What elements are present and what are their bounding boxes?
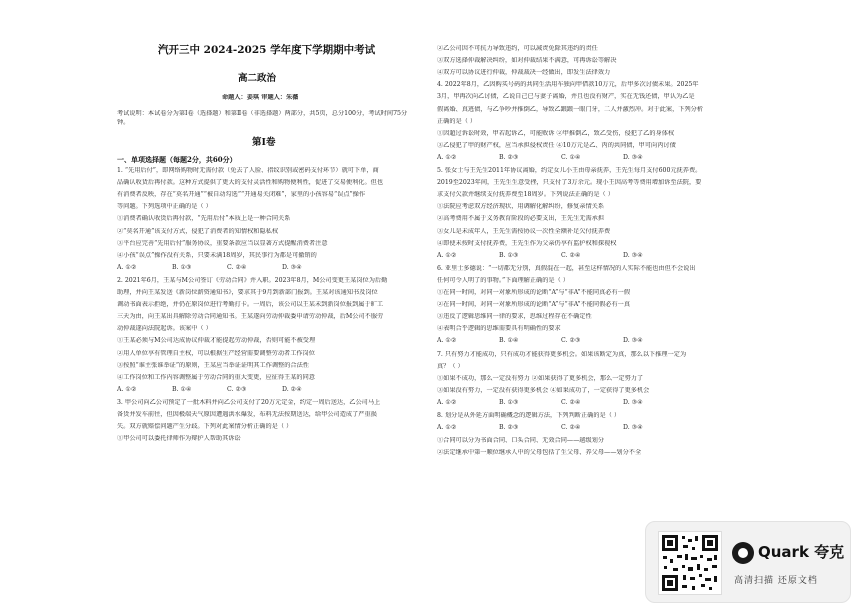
answer-option: B. ①④ bbox=[499, 337, 519, 345]
qr-code bbox=[658, 531, 722, 595]
right-line: 正确的是（ ） bbox=[437, 117, 477, 125]
right-line: ④表明合乎逻辑的思维需要具有明确性的要求 bbox=[437, 325, 561, 333]
left-line: 1. “先用后付”，即网络购物时无需付款（免去了人脸、指纹识别或密码支付环节）就可下单，商 bbox=[117, 167, 379, 174]
answer-option: D. ③④ bbox=[282, 263, 302, 271]
left-line: 调动书面表示拒绝，并仍在原岗位进行考勤打卡。一周后，该公司以王某未到新岗位报到属于旷工 bbox=[117, 301, 384, 309]
left-line: ①消费者确认收货后再付款，“先用后付”本质上是一种合同关系 bbox=[117, 215, 291, 223]
right-line: 假离婚、真逃债，与乙争吵并推倒乙，导致乙踉踉一眼门牙，二人并激烈冲。对于此案，下列分析 bbox=[437, 105, 704, 113]
right-line: ③乙侵犯了甲的财产权，应当承担侵权责任 ④10万元是乙、丙的共同债，甲可向丙讨债 bbox=[437, 141, 676, 149]
left-line: 失。双方就赔偿问题产生分歧。下列对此案情分析正确的是（ ） bbox=[117, 423, 293, 431]
answer-option: B. ②③ bbox=[499, 424, 519, 432]
answer-option: B. ②③ bbox=[499, 153, 519, 161]
answer-option: B. ①③ bbox=[499, 398, 519, 406]
left-line: ③按照“谁主张谁举证”的原则，王某应当举证证明其工作调整的合法性 bbox=[117, 361, 309, 369]
right-line: ①合同可以分为书面合同、口头合同、无效合同——越级划分 bbox=[437, 437, 605, 445]
answer-option: B. ①③ bbox=[172, 263, 192, 271]
answer-option: A. ①② bbox=[117, 263, 137, 271]
answer-option: C. ②③ bbox=[227, 385, 247, 393]
quark-hint: 高清扫描 还原文档 bbox=[734, 576, 818, 586]
answer-options bbox=[437, 252, 683, 260]
answer-option: D. ②④ bbox=[282, 385, 302, 393]
right-line: 8. 划分是从外延方面明确概念的逻辑方法，下列判断正确的是（ ） bbox=[437, 412, 621, 419]
answer-option: D. ③④ bbox=[623, 153, 643, 161]
left-line: ②“莫名开通”该支付方式，侵犯了消费者的知情权和隐私权 bbox=[117, 227, 279, 235]
right-line: 7. 只有努力才能成功，只有成功才能获得更多机会。如果该断定为真，那么以下推理一定为 bbox=[437, 350, 687, 358]
answer-option: A. ①② bbox=[437, 398, 457, 406]
quark-logo-icon bbox=[732, 542, 754, 564]
authors-line: 命题人：姜琪 审题人：朱薇 bbox=[222, 94, 299, 101]
answer-option: D. ③④ bbox=[623, 251, 643, 259]
right-line: ②乙公司因不可抗力导致违约，可以减责免除其违约的责任 bbox=[437, 45, 598, 52]
right-line: ②高考费用不属于义务教育阶段的必要支出，王先生无需承担 bbox=[437, 215, 605, 223]
left-line: 动仲裁遂向法院起诉。该案中（ ） bbox=[117, 325, 212, 333]
left-line: 等问题。下列选项中正确的是（ ） bbox=[117, 203, 212, 211]
answer-option: A. ①② bbox=[437, 251, 457, 259]
left-line: 三天为由，向王某出具解除劳动合同通知书。王某遂向劳动仲裁委申请劳动仲裁，后M公司不服劳 bbox=[117, 313, 384, 321]
answer-option: C. ②④ bbox=[561, 424, 581, 432]
answer-option: C. ②③ bbox=[561, 337, 581, 345]
answer-option: C. ②④ bbox=[561, 398, 581, 406]
section-title: 一、单项选择题（每题2分，共60分） bbox=[117, 155, 237, 164]
right-line: 4. 2022年8月，乙因购买号码的共同生活用车独向甲借款10万元，后甲多次讨债未果。2025年 bbox=[437, 81, 699, 89]
right-line: 5. 张女士与王先生2011年协议离婚，约定女儿小王由母亲抚养，王先生每月支付600元抚养费。 bbox=[437, 167, 702, 174]
left-line: ①甲公司可以委托律师作为辩护人帮助其诉讼 bbox=[117, 435, 241, 443]
right-line: 2019至2023年间，王先生生意受挫，只支付了3万余元。现小王因高考等费用增加诉至法院，要 bbox=[437, 179, 702, 187]
right-line: ④即使未按时支付抚养费，王先生作为父亲仍享有监护权和探视权 bbox=[437, 239, 617, 247]
instructions-line-2: 钟。 bbox=[117, 119, 130, 126]
subject-title: 高二政治 bbox=[238, 73, 277, 84]
right-line: 真？（ ） bbox=[437, 362, 464, 370]
answer-options bbox=[437, 424, 683, 432]
right-line: ③双方选择仲裁解决纠纷，如对仲裁结果不满意，可再诉讼等解决 bbox=[437, 57, 617, 65]
answer-option: A. ①② bbox=[437, 337, 457, 345]
right-line: ①如果不成功，那么一定没有努力 ②如果获得了更多机会，那么一定努力了 bbox=[437, 374, 644, 382]
answer-option: C. ②④ bbox=[227, 263, 247, 271]
left-line: ④小孩“误点”操作没有关系，只要未满18周岁，其民事行为都是可撤销的 bbox=[117, 251, 317, 259]
right-line: 6. 亚里士多德说：“一切都无分别，真假混在一起，甚至这样情况的人实际不能也由但不会说出 bbox=[437, 264, 696, 272]
answer-options bbox=[437, 337, 683, 345]
left-line: 品确认收货后再付款。这种方式提供了更大的支付灵活性和购物便利性，促进了交易便利化。但也 bbox=[117, 179, 384, 187]
left-line: ③平台应完善“先用后付”服务协议，重要条款应当以显著方式提醒消费者注意 bbox=[117, 239, 328, 247]
left-line: ②用人单位享有管理自主权，可以根据生产经营需要调整劳动者工作岗位 bbox=[117, 349, 315, 357]
left-line: 有消费者反映，存在“莫名开通”“被自动勾选”“开通易关闭难”，家里的小孩容易“误点”操作 bbox=[117, 191, 366, 199]
right-line: ③女儿是未成年人，王先生需按协议一次性全额补足欠付抚养费 bbox=[437, 227, 611, 235]
right-line: ④双方可以协议进行仲裁，仲裁裁决一经做出，即发生法律效力 bbox=[437, 69, 611, 77]
right-line: 3月，甲再次向乙讨债，乙说自己已与妻子离婚，并且也没有财产，实在无钱还债，甲认为乙是 bbox=[437, 93, 695, 101]
answer-option: B. ①③ bbox=[499, 251, 519, 259]
answer-options bbox=[117, 264, 332, 272]
quark-watermark bbox=[645, 521, 851, 603]
answer-options bbox=[437, 399, 683, 407]
left-line: ④工作岗位和工作内容调整属于劳动合同的重大变更，应征得王某的同意 bbox=[117, 373, 315, 381]
answer-option: A. ①② bbox=[117, 385, 137, 393]
answer-option: D. ③④ bbox=[623, 337, 643, 345]
right-line: ②法定继承中第一顺位继承人中的父母包括了生父母、养父母——划分不全 bbox=[437, 449, 642, 457]
part-title: 第Ⅰ卷 bbox=[252, 137, 276, 148]
left-line: 3. 甲公司向乙公司预定了一批木料并向乙公司支付了20万元定金，约定一周后送达，乙公司马上 bbox=[117, 398, 381, 406]
answer-option: D. ③④ bbox=[623, 424, 643, 432]
left-line: ①王某必须与M公司达成协议仲裁才能提起劳动仲裁，否则可能不被受理 bbox=[117, 337, 316, 345]
answer-option: C. ①④ bbox=[561, 153, 581, 161]
right-line: 求支付欠款并继续支付抚养费至18周岁。下列说法正确的是（ ） bbox=[437, 191, 614, 199]
instructions-line-1: 考试说明：本试卷分为第Ⅰ卷（选择题）和第Ⅱ卷（非选择题）两部分，共5页，总分100分，考试时间75分 bbox=[117, 110, 408, 117]
answer-option: D. ③④ bbox=[623, 398, 643, 406]
exam-title: 汽开三中 2024-2025 学年度下学期期中考试 bbox=[158, 44, 376, 56]
right-line: ①因超过诉讼时效，甲若起诉乙，可能败诉 ②甲推倒乙，致乙受伤，侵犯了乙的身体权 bbox=[437, 129, 675, 137]
answer-option: B. ①④ bbox=[172, 385, 192, 393]
right-line: ③违反了逻辑思维同一律的要求，思维过程存在不确定性 bbox=[437, 313, 592, 321]
answer-option: A. ①② bbox=[437, 424, 457, 432]
answer-option: A. ①② bbox=[437, 153, 457, 161]
right-line: ①法院应考虑双方经济现状，用调解化解纠纷，修复亲情关系 bbox=[437, 203, 605, 211]
quark-brand: Quark 夸克 bbox=[758, 543, 845, 561]
right-line: 任何可令人明了的事物。”下面理解正确的是（ ） bbox=[437, 276, 569, 284]
answer-options bbox=[437, 154, 683, 162]
right-line: ③如果没有努力，一定没有获得更多机会 ④如果成功了，一定获得了更多机会 bbox=[437, 386, 650, 394]
right-line: ②在同一时间，对同一对象所形成的论断“A”与“非A”不能同假必有一真 bbox=[437, 301, 631, 309]
left-line: 助理，并向王某发送《新岗位薪资通知书》，要求其于9月到新部门报到。王某对该通知书及岗位 bbox=[117, 289, 378, 296]
left-line: 备货并发车前往，但因极端天气原因遭遇洪水爆发，布料无法按期送达，给甲公司造成了严重损 bbox=[117, 411, 377, 418]
left-line: 2. 2021年6月，王某与M公司签订《劳动合同》并入职。2023年8月，M公司变更王某岗位为后勤 bbox=[117, 276, 388, 284]
right-line: ①在同一时间，对同一对象所形成的论断“A”与“非A”不能同真必有一假 bbox=[437, 289, 631, 296]
answer-options bbox=[117, 386, 332, 394]
answer-option: C. ②④ bbox=[561, 251, 581, 259]
